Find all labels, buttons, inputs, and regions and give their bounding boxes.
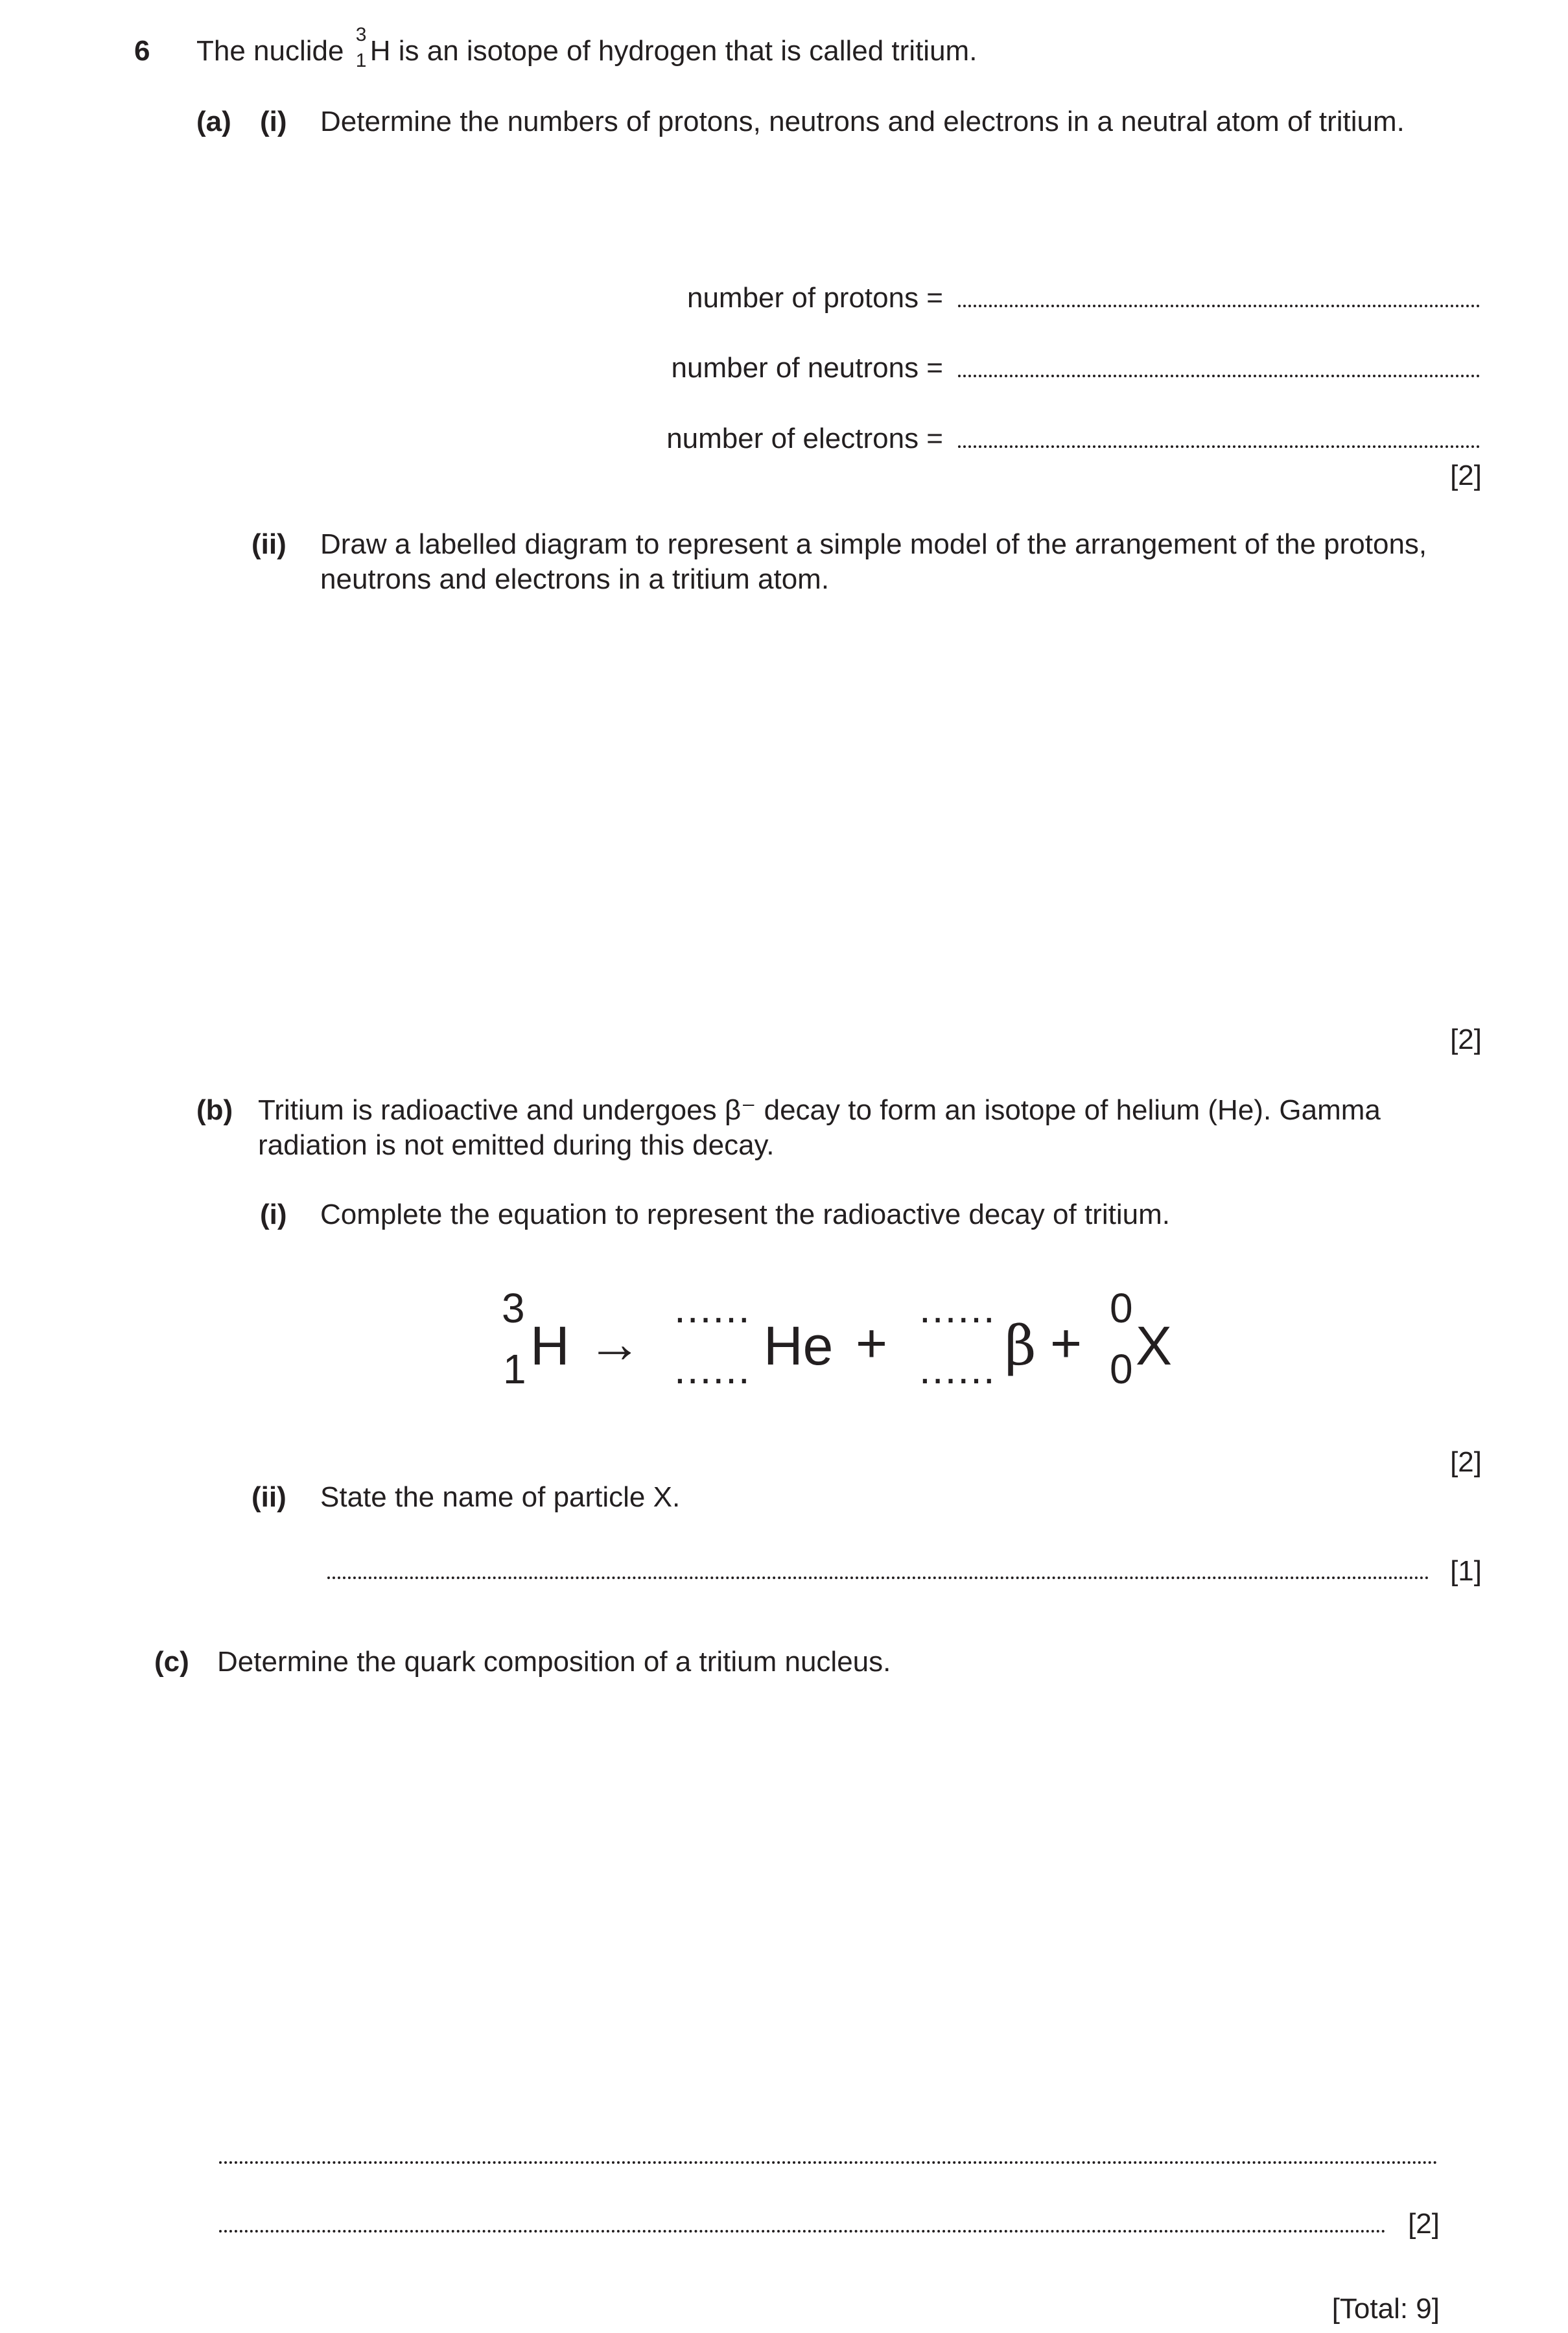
x-mass-number: 0 (1110, 1285, 1133, 1331)
electrons-label: number of electrons = (666, 423, 943, 454)
part-c-label: (c) (154, 1646, 189, 1678)
intro-after: is an isotope of hydrogen that is called tritium. (398, 35, 977, 67)
helium-symbol: He (764, 1315, 834, 1376)
part-c-question: Determine the quark composition of a tritium nucleus. (217, 1646, 891, 1678)
quark-answer-line-1[interactable] (219, 2161, 1438, 2164)
neutrons-label: number of neutrons = (671, 352, 943, 384)
part-a-label: (a) (196, 106, 231, 137)
part-a-i-label: (i) (260, 106, 287, 137)
part-c-marks: [2] (1408, 2208, 1440, 2240)
part-a-i-question: Determine the numbers of protons, neutrons and electrons in a neutral atom of tritium. (320, 106, 1405, 137)
protons-label: number of protons = (686, 282, 943, 314)
part-b-i-label: (i) (260, 1199, 287, 1230)
arrow-symbol: → (587, 1313, 642, 1374)
tritium-mass-number: 3 (502, 1285, 525, 1331)
part-b-ii-label: (ii) (252, 1481, 287, 1513)
part-a-ii-question-line1: Draw a labelled diagram to represent a simple model of the arrangement of the protons, (320, 528, 1427, 560)
part-b-ii-question: State the name of particle X. (320, 1481, 681, 1513)
part-a-ii-marks: [2] (1450, 1024, 1482, 1055)
neutrons-answer-line[interactable] (958, 375, 1480, 377)
tritium-symbol: H (530, 1315, 570, 1376)
question-intro (196, 24, 977, 71)
part-b-text-line2: radiation is not emitted during this decay. (258, 1129, 775, 1161)
atomic-number: 1 (355, 50, 367, 71)
electrons-answer-line[interactable] (958, 445, 1480, 448)
part-a-ii-question-line2: neutrons and electrons in a tritium atom. (320, 563, 830, 595)
part-b-ii-marks: [1] (1450, 1555, 1482, 1587)
tritium-nuclide (355, 24, 391, 71)
x-symbol: X (1136, 1315, 1173, 1376)
element-symbol: H (369, 35, 391, 67)
beta-mass-blank[interactable]: ...... (919, 1285, 996, 1331)
part-b-label: (b) (196, 1094, 233, 1126)
protons-answer-line[interactable] (958, 305, 1480, 307)
plus-symbol-1: + (856, 1313, 888, 1374)
helium-mass-blank[interactable]: ...... (674, 1285, 751, 1331)
part-b-i-question: Complete the equation to represent the radioactive decay of tritium. (320, 1199, 1170, 1230)
working-area[interactable] (217, 1685, 1436, 2126)
part-b-i-marks: [2] (1450, 1446, 1482, 1478)
part-a-i-marks: [2] (1450, 460, 1482, 491)
beta-atomic-blank[interactable]: ...... (919, 1346, 996, 1392)
mass-number: 3 (355, 24, 367, 45)
beta-symbol: β (1005, 1314, 1036, 1378)
part-b-text-line1: Tritium is radioactive and undergoes β⁻ decay to form an isotope of helium (He). Gamma (258, 1094, 1381, 1126)
diagram-drawing-area[interactable] (320, 603, 1474, 1005)
quark-answer-line-2[interactable] (219, 2230, 1386, 2233)
part-a-ii-label: (ii) (252, 528, 287, 560)
total-marks: [Total: 9] (1331, 2293, 1440, 2325)
x-atomic-number: 0 (1110, 1346, 1133, 1392)
particle-x-answer-line[interactable] (327, 1577, 1429, 1579)
tritium-atomic-number: 1 (503, 1346, 526, 1392)
intro-before: The nuclide (196, 35, 344, 67)
plus-symbol-2: + (1050, 1313, 1082, 1374)
question-number: 6 (134, 35, 150, 67)
helium-atomic-blank[interactable]: ...... (674, 1346, 751, 1392)
